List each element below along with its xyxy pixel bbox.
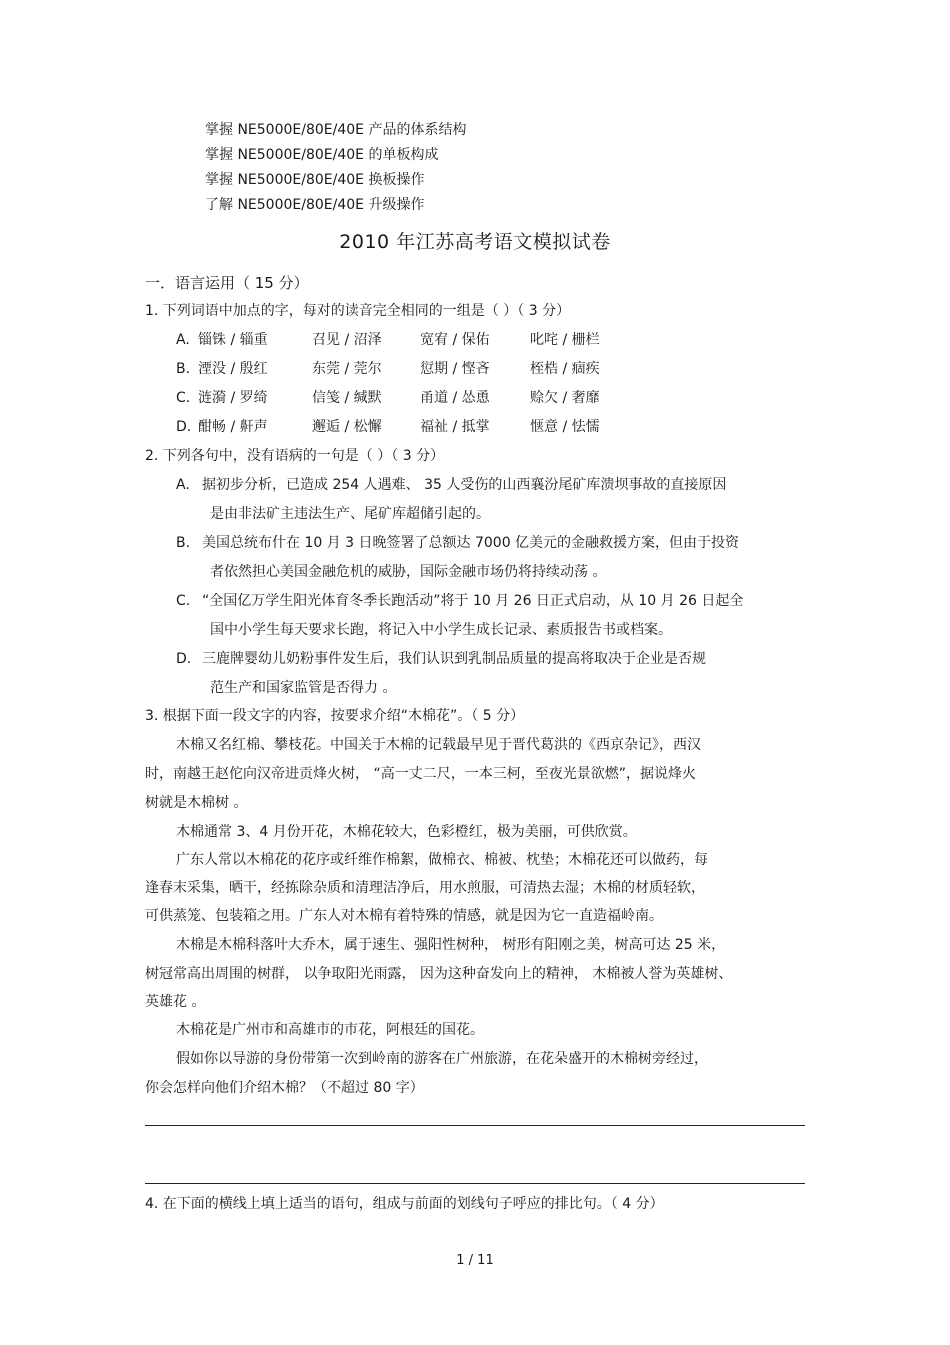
option-text-cont: 者依然担心美国金融危机的威胁，国际金融市场仍将持续动荡 。 (210, 564, 607, 580)
section-heading-1: 一．语言运用（ 15 分） (145, 274, 309, 292)
option-label: C. (176, 593, 191, 609)
answer-line-1[interactable] (145, 1125, 805, 1126)
word-pair: 湮没 / 殷红 (198, 361, 268, 377)
paragraph-line: 木棉通常 3、4 月份开花，木棉花较大，色彩橙红，极为美丽，可供欣赏。 (176, 824, 637, 840)
q3-stem: 3. 根据下面一段文字的内容，按要求介绍“木棉花”。（ 5 分） (145, 708, 525, 724)
option-text-cont: 国中小学生每天要求长跑，将记入中小学生成长记录、素质报告书或档案。 (210, 622, 672, 638)
word-pair: 涟漪 / 罗绮 (198, 390, 268, 406)
word-pair: 信笺 / 缄默 (312, 390, 382, 406)
paragraph-line: 你会怎样向他们介绍木棉？（不超过 80 字） (145, 1080, 424, 1096)
option-label: B. (176, 361, 191, 377)
word-pair: 召见 / 沼泽 (312, 332, 382, 348)
option-text: “全国亿万学生阳光体育冬季长跑活动”将于 10 月 26 日正式启动，从 10 月 26 日起全 (202, 593, 744, 609)
word-pair: 福祉 / 抵掌 (420, 419, 490, 435)
page-number: 1 / 11 (456, 1253, 494, 1268)
paragraph-line: 树冠常高出周围的树群， 以争取阳光雨露， 因为这种奋发向上的精神， 木棉被人誉为英雄树、 (145, 966, 733, 982)
paragraph-line: 假如你以导游的身份带第一次到岭南的游客在广州旅游，在花朵盛开的木棉树旁经过， (176, 1051, 708, 1067)
option-text-cont: 范生产和国家监管是否得力 。 (210, 680, 397, 696)
word-pair: 锱铢 / 辎重 (198, 332, 268, 348)
option-label: A. (176, 332, 190, 348)
word-pair: 愆期 / 悭吝 (420, 361, 490, 377)
q2-stem: 2. 下列各句中，没有语病的一句是（ ）（ 3 分） (145, 448, 445, 464)
word-pair: 东莞 / 莞尔 (312, 361, 382, 377)
paragraph-line: 木棉花是广州市和高雄市的市花，阿根廷的国花。 (176, 1022, 484, 1038)
header-line-4: 了解 NE5000E/80E/40E 升级操作 (205, 197, 425, 213)
option-label: D. (176, 419, 192, 435)
option-text: 三鹿牌婴幼儿奶粉事件发生后，我们认识到乳制品质量的提高将取决于企业是否规 (202, 651, 706, 667)
word-pair: 赊欠 / 奢靡 (530, 390, 600, 406)
option-label: C. (176, 390, 191, 406)
paragraph-line: 木棉是木棉科落叶大乔木，属于速生、强阳性树种， 树形有阳刚之美，树高可达 25 米， (176, 937, 726, 953)
word-pair: 桎梏 / 痼疾 (530, 361, 600, 377)
q1-stem: 1. 下列词语中加点的字，每对的读音完全相同的一组是（ ）（ 3 分） (145, 303, 571, 319)
word-pair: 甬道 / 怂恿 (420, 390, 490, 406)
word-pair: 惬意 / 怯懦 (530, 419, 600, 435)
word-pair: 邂逅 / 松懈 (312, 419, 382, 435)
option-text: 美国总统布什在 10 月 3 日晚签署了总额达 7000 亿美元的金融救援方案，但由于投资 (202, 535, 740, 551)
option-label: A. (176, 477, 190, 493)
answer-line-2[interactable] (145, 1183, 805, 1184)
option-label: B. (176, 535, 191, 551)
paragraph-line: 广东人常以木棉花的花序或纤维作棉絮，做棉衣、棉被、枕垫；木棉花还可以做药，每 (176, 852, 708, 868)
header-line-3: 掌握 NE5000E/80E/40E 换板操作 (205, 172, 425, 188)
option-text: 据初步分析，已造成 254 人遇难、 35 人受伤的山西襄汾尾矿库溃坝事故的直接原因 (202, 477, 727, 493)
word-pair: 酣畅 / 鼾声 (198, 419, 268, 435)
paragraph-line: 木棉又名红棉、攀枝花。中国关于木棉的记载最早见于晋代葛洪的《西京杂记》，西汉 (176, 737, 701, 753)
page-title: 2010 年江苏高考语文模拟试卷 (339, 231, 611, 253)
paragraph-line: 可供蒸笼、包装箱之用。广东人对木棉有着特殊的情感，就是因为它一直造福岭南。 (145, 908, 663, 924)
header-line-1: 掌握 NE5000E/80E/40E 产品的体系结构 (205, 122, 467, 138)
option-text-cont: 是由非法矿主违法生产、尾矿库超储引起的。 (210, 506, 490, 522)
q4-stem: 4. 在下面的横线上填上适当的语句，组成与前面的划线句子呼应的排比句。（ 4 分） (145, 1196, 664, 1212)
header-line-2: 掌握 NE5000E/80E/40E 的单板构成 (205, 147, 439, 163)
paragraph-line: 英雄花 。 (145, 994, 206, 1010)
paragraph-line: 树就是木棉树 。 (145, 795, 248, 811)
word-pair: 叱咤 / 栅栏 (530, 332, 600, 348)
paragraph-line: 时，南越王赵佗向汉帝进贡烽火树， “高一丈二尺，一本三柯，至夜光景欲燃”，据说烽火 (145, 766, 696, 782)
option-label: D. (176, 651, 192, 667)
paragraph-line: 逢春末采集，晒干，经拣除杂质和清理洁净后，用水煎服，可清热去湿；木棉的材质轻软， (145, 880, 705, 896)
word-pair: 宽宥 / 保佑 (420, 332, 490, 348)
